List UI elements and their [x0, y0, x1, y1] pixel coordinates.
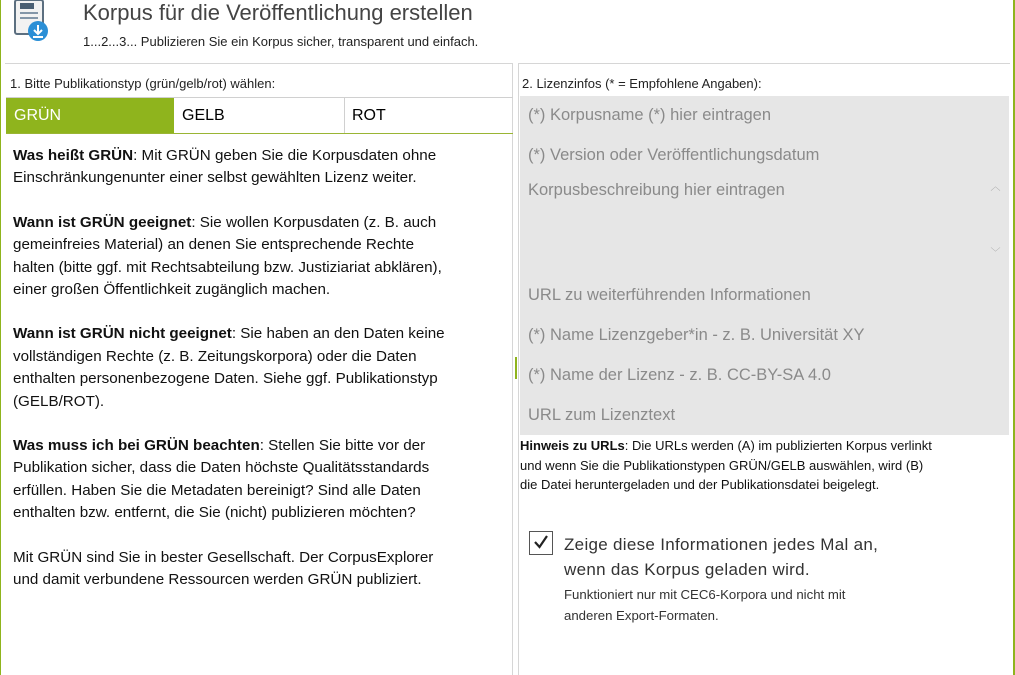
licensor-field[interactable]: (*) Name Lizenzgeber*in - z. B. Universität XY [528, 326, 865, 344]
corpus-description-field[interactable] [520, 176, 1009, 266]
info-paragraph-not-suitable: Wann ist GRÜN nicht geeignet: Sie haben an den Daten keine vollständigen Rechte (z. B. Zeitungskorpora) oder die Daten enthalten personenbezogene Daten. Siehe ggf. Publikationstyp (GELB/ROT). [13, 325, 445, 410]
show-info-checkbox[interactable] [529, 531, 553, 555]
tab-gruen[interactable]: GRÜN [6, 98, 174, 133]
info-paragraph-notes: Was muss ich bei GRÜN beachten: Stellen Sie bitte vor der Publikation sicher, dass die Daten höchste Qualitätsstandards erfüllen. Haben Sie die Metadaten bereinigt? Sind alle Daten enthalten bzw. entfernt, die Sie (nicht) publizieren möchten? [13, 437, 430, 522]
description-scrollbar[interactable] [987, 181, 1004, 263]
corpus-description-placeholder: Korpusbeschreibung hier eintragen [528, 181, 785, 199]
scroll-up-icon[interactable]: ︿ [990, 182, 1001, 193]
scroll-down-icon[interactable]: ﹀ [990, 248, 1001, 259]
show-info-checkbox-label[interactable]: Zeige diese Informationen jedes Mal an, wenn das Korpus geladen wird. [564, 535, 879, 579]
corpus-name-field[interactable]: (*) Korpusname (*) hier eintragen [528, 106, 772, 124]
publication-type-tabs [6, 97, 513, 134]
license-url-field[interactable]: URL zum Lizenztext [528, 406, 676, 424]
url-hint-heading: Hinweis zu URLs [520, 438, 625, 453]
tab-rot[interactable]: ROT [352, 107, 386, 124]
page-title: Korpus für die Veröffentlichung erstellen [83, 0, 473, 25]
license-name-field[interactable]: (*) Name der Lizenz - z. B. CC-BY-SA 4.0 [528, 366, 831, 384]
window-border-left [0, 0, 1, 675]
checkbox-note: Funktioniert nur mit CEC6-Korpora und nicht mit anderen Export-Formaten. [564, 587, 846, 623]
info-heading-what: Was heißt GRÜN [13, 147, 134, 164]
info-paragraph-suitable: Wann ist GRÜN geeignet: Sie wollen Korpusdaten (z. B. auch gemeinfreies Material) an denen Sie entsprechende Rechte halten (bitte ggf. mit Rechtsabteilung bzw. Justiziariat abklären), einer großen Öffentlichkeit zugänglich machen. [13, 213, 442, 299]
version-field[interactable]: (*) Version oder Veröffentlichungsdatum [528, 146, 820, 164]
publication-type-description [13, 145, 503, 614]
info-heading-suitable: Wann ist GRÜN geeignet [13, 213, 192, 231]
tab-gelb[interactable]: GELB [182, 107, 225, 124]
panel-splitter-handle[interactable] [515, 357, 517, 379]
checkmark-icon [533, 533, 549, 551]
info-url-field[interactable]: URL zu weiterführenden Informationen [528, 286, 811, 304]
license-form [520, 96, 1009, 435]
info-heading-not-suitable: Wann ist GRÜN nicht geeignet [13, 325, 232, 343]
info-paragraph-community: Mit GRÜN sind Sie in bester Gesellschaft. Der CorpusExplorer und damit verbundene Ressourcen werden GRÜN publiziert. [13, 548, 434, 589]
page-subtitle: 1...2...3... Publizieren Sie ein Korpus sicher, transparent und einfach. [83, 34, 479, 49]
info-paragraph-what: Was heißt GRÜN: Mit GRÜN geben Sie die Korpusdaten ohne Einschränkungenunter einer selbst gewählten Lizenz weiter. [13, 147, 437, 187]
info-heading-notes: Was muss ich bei GRÜN beachten [13, 437, 260, 455]
url-hint: Hinweis zu URLs: Die URLs werden (A) im publizierten Korpus verlinkt und wenn Sie die Publikationstypen GRÜN/GELB auswählen, wird (B) die Datei heruntergeladen und der Publikationsdatei beigelegt. [520, 438, 932, 492]
publication-type-label: 1. Bitte Publikationstyp (grün/gelb/rot) wählen: [10, 76, 276, 91]
publish-document-icon [14, 0, 52, 46]
license-info-label: 2. Lizenzinfos (* = Empfohlene Angaben): [522, 76, 762, 91]
